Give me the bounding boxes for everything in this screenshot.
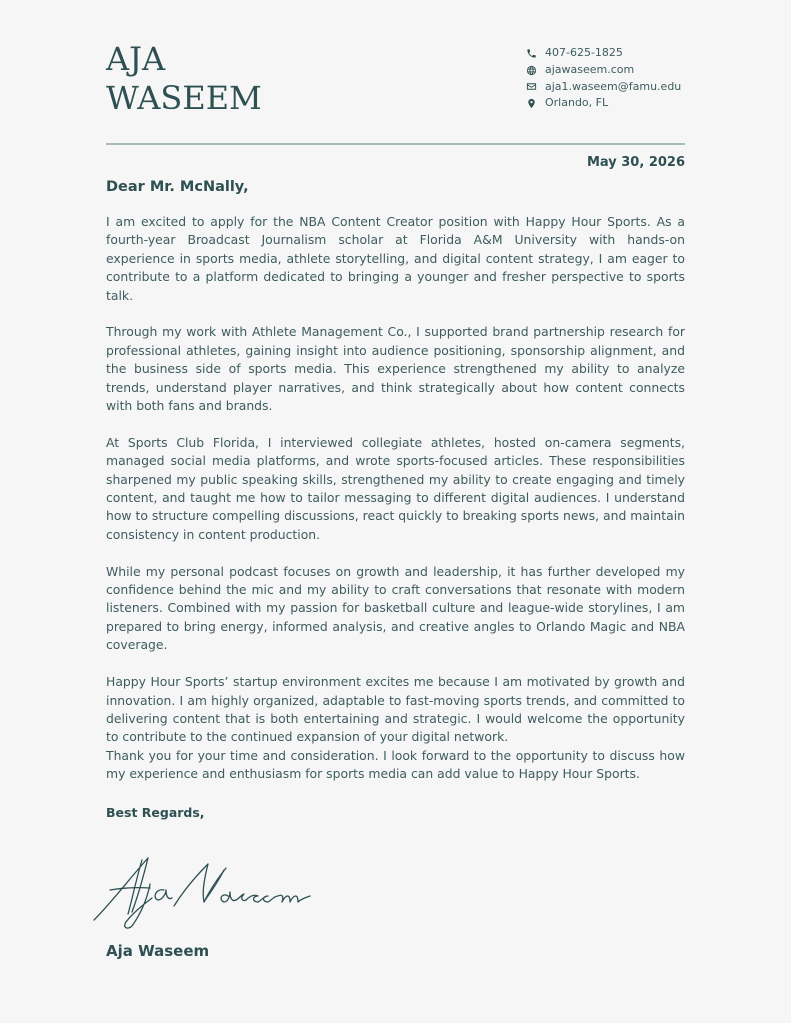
body-paragraph: Thank you for your time and consideration. I look forward to the opportunity to discuss how my experience and enthusiasm for sports media can add value to Happy Hour Sports. [106,747,685,782]
phone-number[interactable]: 407-625-1825 [545,46,623,59]
email-link[interactable]: aja1.waseem@famu.edu [545,79,682,93]
contact-location [525,95,681,112]
salutation: Dear Mr. McNally, [106,179,249,195]
body-paragraph: Through my work with Athlete Management Co., I supported brand partnership research for professional athletes, gaining insight into audience positioning, sponsorship alignment, and the business side of sports media. This experience strengthened my ability to analyze trends, understand player narratives, and think strategically about how content connects with both fans and brands. [106,324,685,414]
applicant-name-heading [106,40,262,118]
body-paragraph: Happy Hour Sports’ startup environment excites me because I am motivated by growth and innovation. I am highly organized, adaptable to fast-moving sports trends, and committed to delivering content that is both entertaining and strategic. I would welcome the opportunity to contribute to the continued expansion of your digital network. [106,674,685,745]
globe-icon [525,64,537,76]
contact-info [525,45,681,112]
body-paragraph: At Sports Club Florida, I interviewed collegiate athletes, hosted on-camera segments, managed social media platforms, and wrote sports-focused articles. These responsibilities sharpened my public speaking skills, strengthened my ability to create engaging and timely content, and taught me how to tailor messaging to different digital audiences. I understand how to structure compelling discussions, react quickly to breaking sports news, and maintain consistency in content production. [106,434,685,542]
location-text: Orlando, FL [545,96,609,110]
contact-email [525,79,681,96]
header-divider [106,143,685,145]
name-line-first: AJA [106,40,166,78]
cover-letter-page [106,0,685,1023]
name-line-last: WASEEM [106,79,262,117]
phone-icon [525,47,537,59]
handwritten-signature [92,850,312,930]
location-pin-icon [525,98,537,110]
body-paragraph: I am excited to apply for the NBA Content Creator position with Happy Hour Sports. As a fourth-year Broadcast Journalism scholar at Florida A&M University with hands-on experience in sports media, athlete storytelling, and digital content strategy, I am eager to contribute to a platform dedicated to bringing a younger and fresher perspective to sports talk. [106,214,685,303]
body-paragraph: While my personal podcast focuses on growth and leadership, it has further developed my confidence behind the mic and my ability to craft conversations that resonate with modern listeners. Combined with my passion for basketball culture and league-wide storylines, I am prepared to bring energy, informed analysis, and creative angles to Orlando Magic and NBA coverage. [106,563,685,653]
signer-name: Aja Waseem [106,942,210,960]
letter-date: May 30, 2026 [586,155,685,170]
letter-body [106,213,685,802]
contact-phone [525,45,681,62]
envelope-icon [525,81,537,93]
closing-line: Best Regards, [106,805,205,820]
contact-website [525,62,681,79]
website-link[interactable]: ajawaseem.com [545,62,635,76]
